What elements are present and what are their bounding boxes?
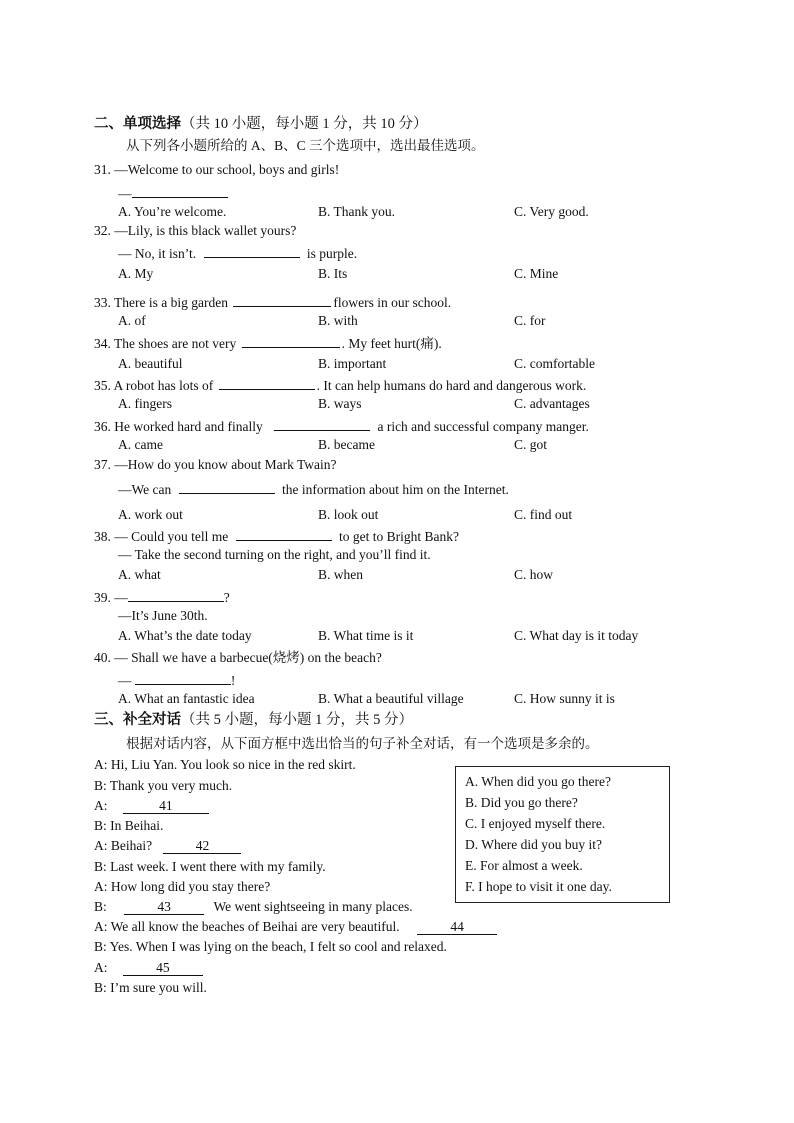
q31-option-a[interactable]: A. You’re welcome. [118, 204, 227, 219]
section-3-title: 三、补全对话 [94, 712, 181, 728]
section-3-instruction: 根据对话内容，从下面方框中选出恰当的句子补全对话，有一个选项是多余的。 [126, 736, 599, 751]
q32-option-a[interactable]: A. My [118, 266, 154, 281]
q37-option-c[interactable]: C. find out [514, 507, 573, 522]
options-box [455, 766, 670, 903]
q40-answer-line [118, 670, 235, 690]
q40-option-c[interactable]: C. How sunny it is [514, 691, 615, 706]
q34-number: 34. [94, 336, 111, 351]
q40-option-a[interactable]: A. What an fantastic idea [118, 691, 255, 706]
blank-45[interactable]: 45 [123, 959, 203, 976]
q37-option-b[interactable]: B. look out [318, 507, 379, 522]
q32-blank[interactable] [204, 243, 300, 258]
q39-number: 39. [94, 590, 111, 605]
q35-line1a: A robot has lots of [113, 378, 214, 393]
dialogue-beaches: A: We all know the beaches of Beihai are very beautiful. [94, 919, 400, 934]
blank-44[interactable]: 44 [417, 918, 497, 935]
q38-line2: — Take the second turning on the right, and you’ll find it. [118, 547, 431, 562]
dialogue-line-7: A: How long did you stay there? [94, 879, 271, 894]
q38-option-a[interactable]: A. what [118, 567, 161, 582]
dialogue-line-8 [94, 898, 413, 916]
q39-line2: —It’s June 30th. [118, 608, 208, 623]
q31-blank[interactable] [132, 183, 228, 198]
q39-stem [94, 587, 230, 607]
q40-line1: — Shall we have a barbecue(烧烤) on the beach? [114, 650, 382, 665]
q35-option-a[interactable]: A. fingers [118, 396, 172, 411]
q31-option-c[interactable]: C. Very good. [514, 204, 589, 219]
q33-number: 33. [94, 295, 111, 310]
q35-number: 35. [94, 378, 111, 393]
q37-stem [94, 456, 337, 474]
q33-line1b: flowers in our school. [333, 295, 452, 310]
q36-stem [94, 416, 589, 436]
q36-line1b: a rich and successful company manger. [377, 419, 589, 434]
option-a[interactable]: A. When did you go there? [465, 774, 611, 789]
option-c[interactable]: C. I enjoyed myself there. [465, 816, 606, 831]
q36-option-c[interactable]: C. got [514, 437, 548, 452]
dialogue-beihai: A: Beihai? [94, 838, 153, 853]
q34-option-b[interactable]: B. important [318, 356, 387, 371]
q39-option-c[interactable]: C. What day is it today [514, 628, 639, 643]
q32-line2b: is purple. [306, 246, 358, 261]
dialogue-line-1: A: Hi, Liu Yan. You look so nice in the red skirt. [94, 757, 356, 772]
q35-option-b[interactable]: B. ways [318, 396, 362, 411]
dialogue-line-11 [94, 959, 203, 977]
q31-number: 31. [94, 162, 111, 177]
q34-line1a: The shoes are not very [114, 336, 237, 351]
q38-stem [94, 526, 459, 546]
q38-option-b[interactable]: B. when [318, 567, 363, 582]
q38-option-c[interactable]: C. how [514, 567, 554, 582]
q33-stem [94, 292, 451, 312]
q37-line2b: the information about him on the Internet. [282, 482, 509, 497]
q40-line2a: — [118, 673, 132, 688]
option-f[interactable]: F. I hope to visit it one day. [465, 879, 612, 894]
blank-41[interactable]: 41 [123, 797, 209, 814]
dialogue-sightseeing: We went sightseeing in many places. [213, 899, 413, 914]
q32-line2a: — No, it isn’t. [118, 246, 197, 261]
q34-blank[interactable] [242, 333, 340, 348]
q40-blank[interactable] [135, 670, 231, 685]
q37-option-a[interactable]: A. work out [118, 507, 183, 522]
q32-line1: —Lily, is this black wallet yours? [114, 223, 297, 238]
q36-option-b[interactable]: B. became [318, 437, 375, 452]
q32-answer-line [118, 243, 357, 263]
dialogue-line-5 [94, 837, 241, 855]
q39-option-b[interactable]: B. What time is it [318, 628, 414, 643]
section-3-note: （共 5 小题，每小题 1 分，共 5 分） [181, 712, 413, 728]
section-2-title: 二、单项选择 [94, 116, 181, 132]
q39-line1b: ? [223, 590, 230, 605]
q32-option-b[interactable]: B. Its [318, 266, 348, 281]
dialogue-line-10: B: Yes. When I was lying on the beach, I felt so cool and relaxed. [94, 939, 447, 954]
dialogue-line-6: B: Last week. I went there with my family. [94, 859, 326, 874]
q35-option-c[interactable]: C. advantages [514, 396, 590, 411]
option-e[interactable]: E. For almost a week. [465, 858, 583, 873]
section-2-heading [94, 115, 428, 133]
q34-option-c[interactable]: C. comfortable [514, 356, 595, 371]
q36-line1a: He worked hard and finally [114, 419, 263, 434]
blank-42[interactable]: 42 [163, 837, 241, 854]
dialogue-speaker-a: A: [94, 798, 108, 813]
q39-blank[interactable] [128, 587, 224, 602]
q31-answer-line [118, 183, 228, 203]
q36-number: 36. [94, 419, 111, 434]
q33-blank[interactable] [233, 292, 331, 307]
q36-blank[interactable] [274, 416, 370, 431]
section-2-instruction: 从下列各小题所给的 A、B、C 三个选项中，选出最佳选项。 [126, 138, 485, 153]
q33-line1a: There is a big garden [114, 295, 228, 310]
q31-option-b[interactable]: B. Thank you. [318, 204, 395, 219]
q40-number: 40. [94, 650, 111, 665]
q32-stem [94, 222, 296, 240]
q35-blank[interactable] [219, 375, 315, 390]
q33-option-a[interactable]: A. of [118, 313, 146, 328]
option-d[interactable]: D. Where did you buy it? [465, 837, 602, 852]
q40-option-b[interactable]: B. What a beautiful village [318, 691, 464, 706]
blank-43[interactable]: 43 [124, 898, 204, 915]
dialogue-line-4: B: In Beihai. [94, 818, 164, 833]
dialogue-line-3 [94, 797, 209, 815]
q31-line1: —Welcome to our school, boys and girls! [114, 162, 340, 177]
q31-line2: — [118, 186, 132, 201]
dialogue-speaker-a-2: A: [94, 960, 108, 975]
q32-number: 32. [94, 223, 111, 238]
q35-line1b: . It can help humans do hard and dangerous work. [316, 378, 587, 393]
q40-stem [94, 649, 382, 667]
q37-number: 37. [94, 457, 111, 472]
q39-line1a: — [114, 590, 128, 605]
dialogue-line-2: B: Thank you very much. [94, 778, 233, 793]
q34-line1b: . My feet hurt(痛). [341, 336, 442, 351]
q37-answer-line [118, 479, 509, 499]
q38-line1a: — Could you tell me [114, 529, 229, 544]
q37-line1: —How do you know about Mark Twain? [114, 457, 337, 472]
q31-stem [94, 161, 339, 179]
option-b[interactable]: B. Did you go there? [465, 795, 578, 810]
q38-number: 38. [94, 529, 111, 544]
q32-option-c[interactable]: C. Mine [514, 266, 559, 281]
q40-line2b: ! [230, 673, 236, 688]
q39-option-a[interactable]: A. What’s the date today [118, 628, 252, 643]
q33-option-b[interactable]: B. with [318, 313, 358, 328]
dialogue-speaker-b: B: [94, 899, 107, 914]
q35-stem [94, 375, 586, 395]
dialogue-line-9 [94, 918, 497, 936]
q36-option-a[interactable]: A. came [118, 437, 163, 452]
section-3-heading [94, 711, 413, 729]
dialogue-line-12: B: I’m sure you will. [94, 980, 207, 995]
section-2-note: （共 10 小题，每小题 1 分，共 10 分） [181, 116, 428, 132]
q38-blank[interactable] [236, 526, 332, 541]
q38-line1b: to get to Bright Bank? [339, 529, 459, 544]
q37-line2a: —We can [118, 482, 172, 497]
q34-option-a[interactable]: A. beautiful [118, 356, 183, 371]
q34-stem [94, 333, 442, 353]
q33-option-c[interactable]: C. for [514, 313, 546, 328]
q37-blank[interactable] [179, 479, 275, 494]
